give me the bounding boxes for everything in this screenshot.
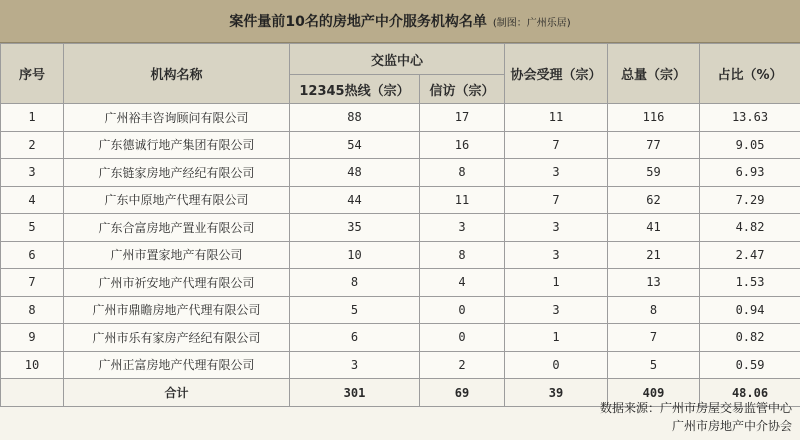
cell-agency-name: 广州市乐有家房产经纪有限公司 [64,324,290,352]
cell-total: 77 [608,131,700,159]
cell-agency-name: 广东德诚行地产集团有限公司 [64,131,290,159]
table-row [1,296,800,324]
cell-visit: 0 [420,324,505,352]
cell-total: 8 [608,296,700,324]
cell-visit: 8 [420,241,505,269]
cell-total: 5 [608,351,700,379]
cell-visit: 11 [420,186,505,214]
cell-seq: 8 [1,296,64,324]
cell-seq: 5 [1,214,64,242]
cell-assoc: 0 [505,351,608,379]
totals-assoc: 39 [505,379,608,407]
cell-visit: 4 [420,269,505,297]
cell-visit: 17 [420,104,505,132]
cell-assoc: 1 [505,269,608,297]
cell-ratio: 0.94 [700,296,800,324]
cell-agency-name: 广州裕丰咨询顾问有限公司 [64,104,290,132]
cell-hotline: 8 [290,269,420,297]
table-subtitle: (制图：广州乐居) [492,17,571,29]
cell-total: 7 [608,324,700,352]
cell-ratio: 2.47 [700,241,800,269]
cell-ratio: 6.93 [700,159,800,187]
totals-total: 409 [608,379,700,407]
cell-assoc: 3 [505,241,608,269]
cell-ratio: 9.05 [700,131,800,159]
table-row [1,214,800,242]
table-row [1,104,800,132]
cell-total: 13 [608,269,700,297]
cell-total: 21 [608,241,700,269]
cell-ratio: 4.82 [700,214,800,242]
cell-hotline: 6 [290,324,420,352]
table-row [1,351,800,379]
cell-assoc: 3 [505,296,608,324]
agency-ranking-table [0,43,800,407]
cell-seq: 3 [1,159,64,187]
totals-visit: 69 [420,379,505,407]
header-center: 交监中心 [290,44,505,75]
cell-hotline: 10 [290,241,420,269]
table-row [1,241,800,269]
cell-total: 41 [608,214,700,242]
cell-seq: 9 [1,324,64,352]
cell-agency-name: 广东合富房地产置业有限公司 [64,214,290,242]
cell-agency-name: 广州市祈安地产代理有限公司 [64,269,290,297]
cell-ratio: 7.29 [700,186,800,214]
cell-seq: 2 [1,131,64,159]
source-line-1: 数据来源：广州市房屋交易监管中心 [599,401,792,415]
cell-assoc: 3 [505,159,608,187]
cell-hotline: 3 [290,351,420,379]
header-name: 机构名称 [64,44,290,104]
cell-hotline: 44 [290,186,420,214]
data-source-note [600,399,792,435]
cell-agency-name: 广东链家房地产经纪有限公司 [64,159,290,187]
cell-assoc: 1 [505,324,608,352]
cell-visit: 16 [420,131,505,159]
cell-agency-name: 广东中原地产代理有限公司 [64,186,290,214]
cell-ratio: 0.59 [700,351,800,379]
header-seq: 序号 [1,44,64,104]
cell-assoc: 7 [505,186,608,214]
cell-seq: 7 [1,269,64,297]
cell-assoc: 7 [505,131,608,159]
cell-hotline: 48 [290,159,420,187]
table-title: 案件量前10名的房地产中介服务机构名单 [229,14,487,30]
source-line-2: 广州市房地产中介协会 [671,419,792,433]
cell-ratio: 1.53 [700,269,800,297]
cell-seq: 10 [1,351,64,379]
totals-label: 合计 [64,379,290,407]
table-row [1,159,800,187]
cell-visit: 0 [420,296,505,324]
cell-hotline: 35 [290,214,420,242]
cell-visit: 3 [420,214,505,242]
cell-hotline: 5 [290,296,420,324]
table-row [1,186,800,214]
table-title-bar [0,0,800,43]
cell-visit: 2 [420,351,505,379]
table-row [1,269,800,297]
cell-ratio: 13.63 [700,104,800,132]
cell-assoc: 11 [505,104,608,132]
cell-ratio: 0.82 [700,324,800,352]
cell-seq: 6 [1,241,64,269]
cell-hotline: 54 [290,131,420,159]
header-total: 总量（宗） [608,44,700,104]
header-visit: 信访（宗） [420,75,505,104]
table-body [1,104,800,379]
cell-total: 62 [608,186,700,214]
cell-total: 116 [608,104,700,132]
cell-seq: 1 [1,104,64,132]
cell-seq: 4 [1,186,64,214]
cell-assoc: 3 [505,214,608,242]
totals-ratio: 48.06 [700,379,800,407]
header-hotline: 12345热线（宗） [290,75,420,104]
cell-agency-name: 广州正富房地产代理有限公司 [64,351,290,379]
table-row [1,131,800,159]
cell-hotline: 88 [290,104,420,132]
cell-visit: 8 [420,159,505,187]
table-row [1,324,800,352]
cell-total: 59 [608,159,700,187]
cell-agency-name: 广州市鼎瞻房地产代理有限公司 [64,296,290,324]
cell-agency-name: 广州市置家地产有限公司 [64,241,290,269]
totals-seq [1,379,64,407]
header-assoc: 协会受理（宗） [505,44,608,104]
totals-hotline: 301 [290,379,420,407]
header-ratio: 占比（%） [700,44,800,104]
